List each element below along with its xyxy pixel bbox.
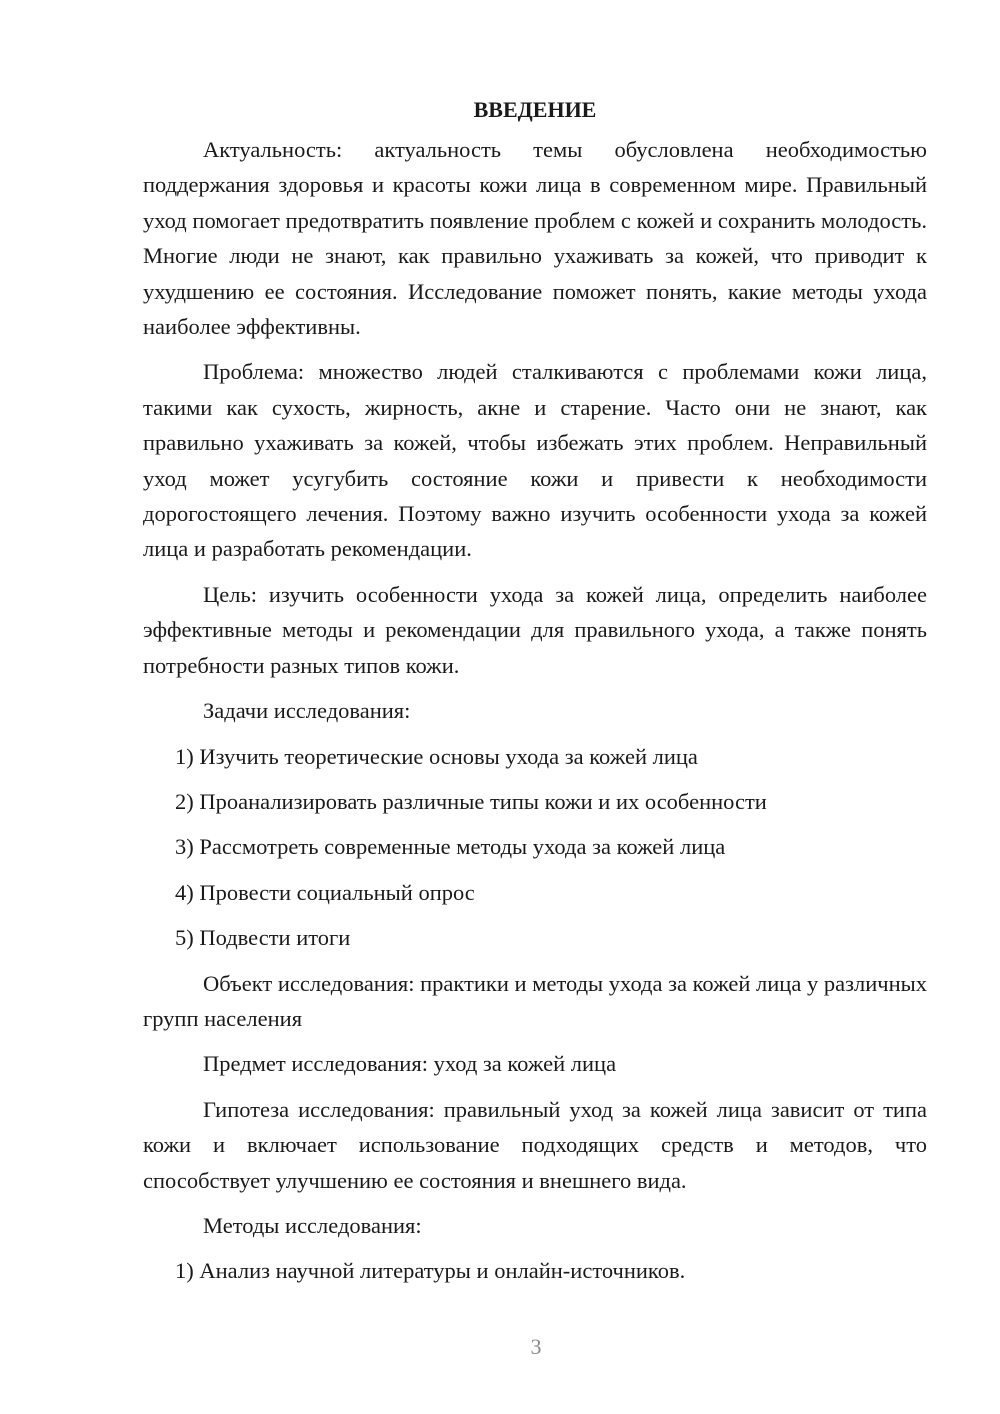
paragraph-object: Объект исследования: практики и методы ухода за кожей лица у различных групп населения	[143, 970, 927, 1031]
list-item: 1) Анализ научной литературы и онлайн-источников.	[175, 1258, 686, 1284]
tasks-heading: Задачи исследования:	[203, 698, 411, 724]
paragraph-hypothesis: Гипотеза исследования: правильный уход за кожей лица зависит от типа кожи и включает использование подходящих средств и методов, что способствует улучшению ее состояния и внешнего вида.	[143, 1096, 927, 1193]
list-item: 4) Провести социальный опрос	[175, 879, 475, 905]
list-item: 3) Рассмотреть современные методы ухода за кожей лица	[175, 834, 726, 860]
list-item: 5) Подвести итоги	[175, 925, 351, 951]
section-title: ВВЕДЕНИЕ	[473, 97, 597, 122]
methods-list	[143, 1253, 927, 1288]
list-item: 2) Проанализировать различные типы кожи и их особенности	[175, 788, 767, 814]
paragraph-subject: Предмет исследования: уход за кожей лица	[203, 1051, 617, 1077]
methods-heading: Методы исследования:	[203, 1212, 422, 1238]
list-item: 1) Изучить теоретические основы ухода за кожей лица	[175, 743, 698, 769]
paragraph-problem: Проблема: множество людей сталкиваются с проблемами кожи лица, такими как сухость, жирность, акне и старение. Часто они не знают, как правильно ухаживать за кожей, чтобы избежать этих проблем. Неправильный уход может усугубить состояние кожи и привести к необходимости дорогостоящего лечения. Поэтому важно изучить особенности ухода за кожей лица и разработать рекомендации.	[143, 359, 927, 562]
paragraph-goal: Цель: изучить особенности ухода за кожей лица, определить наиболее эффективные методы и рекомендации для правильного ухода, а также понять потребности разных типов кожи.	[143, 581, 927, 678]
tasks-list	[143, 739, 927, 956]
document-body	[143, 92, 927, 1289]
page-number: 3	[530, 1334, 542, 1359]
paragraph-relevance: Актуальность: актуальность темы обусловлена необходимостью поддержания здоровья и красоты кожи лица в современном мире. Правильный уход помогает предотвратить появление проблем с кожей и сохранить молодость. Многие люди не знают, как правильно ухаживать за кожей, что приводит к ухудшению ее состояния. Исследование поможет понять, какие методы ухода наиболее эффективны.	[143, 137, 927, 340]
